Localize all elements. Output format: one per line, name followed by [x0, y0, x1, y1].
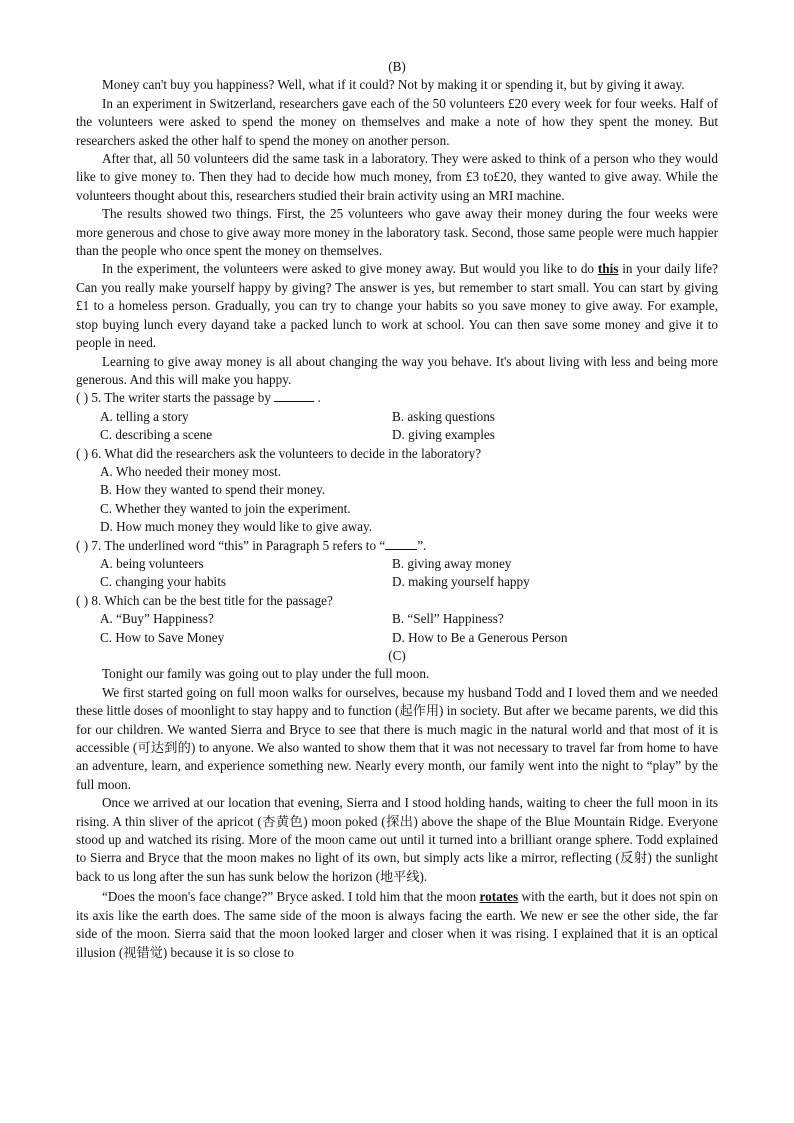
- option-b: B. giving away money: [392, 555, 512, 571]
- question-6-options: [76, 463, 718, 537]
- option-c: C. describing a scene: [100, 427, 213, 443]
- answer-blank[interactable]: [274, 389, 314, 402]
- section-c-heading: (C): [388, 648, 406, 663]
- question-7-stem-b: ”.: [417, 537, 427, 553]
- section-b-paragraph-6: Learning to give away money is all about changing the way you behave. It's about living with less and being more generous. And this will make you happy.: [76, 353, 718, 387]
- option-d: D. making yourself happy: [392, 574, 530, 590]
- option-a: A. Who needed their money most.: [100, 463, 282, 479]
- option-a: A. “Buy” Happiness?: [100, 611, 214, 627]
- section-b-paragraph-5: [76, 260, 718, 352]
- underlined-word-this: this: [597, 261, 619, 277]
- question-7-stem-a: ( ) 7. The underlined word “this” in Paragraph 5 refers to “: [76, 537, 386, 553]
- question-7-options: [76, 555, 718, 592]
- paragraph-5-text-b: in your daily life? Can you really make yourself happy by giving? The answer is yes, but remember to start small. You can start by giving £1 to a homeless person. Gradually, you can try to change your habits so you save money to give away. For example, stop buying lunch every dayand take a packed lunch to work at school. You can then save some money and give it to people in need.: [76, 261, 719, 351]
- option-c: C. How to Save Money: [100, 629, 225, 645]
- question-5-stem-a: ( ) 5. The writer starts the passage by: [76, 390, 275, 406]
- question-8-options: [76, 610, 718, 647]
- answer-blank[interactable]: [385, 537, 417, 550]
- section-b-paragraph-3: After that, all 50 volunteers did the same task in a laboratory. They were asked to think of a person who they would like to give money to. Then they had to decide how much money, from £3 to£20, they wanted to give away. While the volunteers thought about this, researchers studied their brain activity using an MRI machine.: [76, 151, 718, 203]
- section-b-heading: (B): [388, 59, 406, 74]
- document-page: [76, 58, 718, 962]
- paragraph-5-text-a: In the experiment, the volunteers were asked to give money away. But would you like to do: [102, 261, 598, 277]
- option-a: A. telling a story: [100, 408, 189, 424]
- question-5-stem-b: .: [314, 390, 321, 406]
- section-b-paragraph-4: The results showed two things. First, the 25 volunteers who gave away their money during the four weeks were more generous and chose to give away more money in the laboratory task. Second, those same people were much happier than the people who once spent the money on themselves.: [76, 206, 718, 259]
- question-8: ( ) 8. Which can be the best title for the passage?: [76, 592, 333, 608]
- question-5-options: [76, 408, 718, 445]
- option-c: C. Whether they wanted to join the experiment.: [100, 500, 351, 516]
- section-c-paragraph-1: Tonight our family was going out to play under the full moon.: [102, 666, 430, 682]
- option-b: B. “Sell” Happiness?: [392, 611, 504, 627]
- option-d: D. How much money they would like to give away.: [100, 519, 372, 535]
- option-d: D. How to Be a Generous Person: [392, 629, 568, 645]
- question-7: [76, 537, 718, 555]
- section-b-paragraph-2: In an experiment in Switzerland, researchers gave each of the 50 volunteers £20 every week for four weeks. Half of the volunteers were asked to spend the money on themselves and make a note of how they spent the money. But researchers asked the other half to spend the money on another person.: [76, 95, 718, 148]
- option-d: D. giving examples: [392, 427, 495, 443]
- section-c-paragraph-4: [76, 888, 718, 962]
- paragraph-4-text-a: “Does the moon's face change?” Bryce asked. I told him that the moon: [102, 889, 480, 905]
- question-6: ( ) 6. What did the researchers ask the volunteers to decide in the laboratory?: [76, 445, 482, 461]
- section-c-paragraph-3: Once we arrived at our location that evening, Sierra and I stood holding hands, waiting to cheer the full moon in its rising. A thin sliver of the apricot (杏黄色) moon poked (探出) above the shape of the Blue Mountain Ridge. Everyone stood up and watched its rising. More of the moon came out until it turned into a brilliant orange sphere. Todd explained to Sierra and Bryce that the moon makes no light of its own, but simply acts like a mirror, reflecting (反射) the sunlight back to us long after the sun has sunk below the horizon (地平线).: [76, 795, 718, 884]
- question-5: [76, 389, 718, 407]
- underlined-word-rotates: rotates: [479, 889, 519, 905]
- option-b: B. asking questions: [392, 408, 495, 424]
- paragraph-4-text-b: with the earth, but it does not spin on its axis like the earth does. The same side of the moon is always facing the earth. We new er see the other side, the far side of the moon. Sierra said that the moon looked larger and closer when it was rising. I explained that it is an optical illusion (视错觉) because it is so close to: [76, 889, 718, 960]
- section-b-paragraph-1: Money can't buy you happiness? Well, what if it could? Not by making it or spending it, but by giving it away.: [102, 77, 685, 93]
- option-c: C. changing your habits: [100, 574, 226, 590]
- option-a: A. being volunteers: [100, 555, 204, 571]
- section-c-paragraph-2: We first started going on full moon walks for ourselves, because my husband Todd and I loved them and we needed these little doses of moonlight to stay happy and to function (起作用) in society. But after we became parents, we did this for our children. We wanted Sierra and Bryce to see that there is much magic in the natural world and that most of it is accessible (可达到的) to anyone. We also wanted to show them that it was not necessary to travel far from home to have an adventure, learn, and experience something new. Nearly every month, our family went into the night to “play” by the full moon.: [76, 684, 718, 792]
- option-b: B. How they wanted to spend their money.: [100, 482, 326, 498]
